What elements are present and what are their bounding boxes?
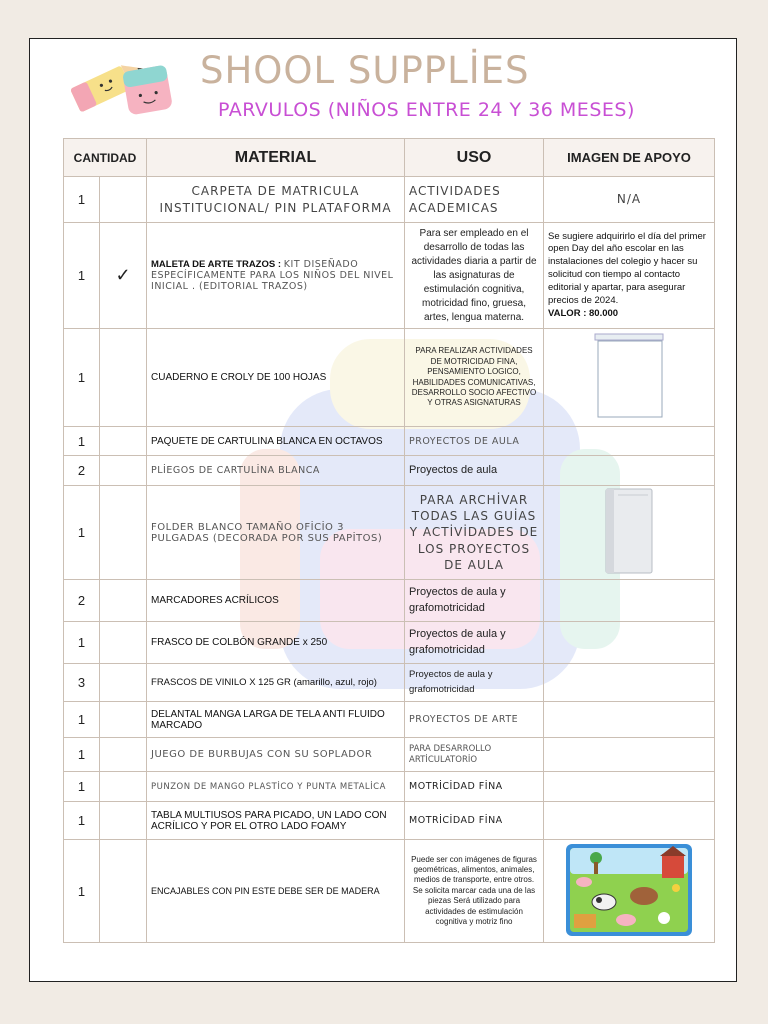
material-cell: FRASCO DE COLBÓN GRANDE x 250 [147,622,405,664]
quantity-cell: 1 [64,702,100,738]
uso-text: PROYECTOS DE ARTE [409,714,519,725]
uso-text: PROYECTOS DE AULA [409,435,520,447]
material-cell [147,772,405,802]
material-cell: DELANTAL MANGA LARGA DE TELA ANTI FLUIDO MARCADO [147,702,405,738]
farm-puzzle-image [566,844,692,936]
quantity-cell: 2 [64,580,100,622]
material-cell [147,738,405,772]
apoyo-cell [544,664,715,702]
apoyo-cell [544,427,715,456]
quantity-cell: 2 [64,456,100,486]
check-cell [100,622,147,664]
quantity-cell: 1 [64,622,100,664]
material-cell: FRASCOS DE VINILO X 125 GR (amarillo, azul, rojo) [147,664,405,702]
material-cell [147,177,405,223]
school-supplies-sticker [54,47,204,137]
uso-cell [405,840,544,943]
uso-text: MOTRİCİDAD FİNA [409,781,503,792]
uso-text: MOTRİCİDAD FİNA [409,815,503,826]
uso-cell [405,456,544,486]
material-cell [147,486,405,580]
supplies-table [63,138,715,943]
check-cell [100,702,147,738]
check-cell [100,177,147,223]
material-text: CARPETA DE MATRICULA INSTITUCIONAL/ PIN PLATAFORMA [159,184,392,215]
material-cell [147,456,405,486]
check-cell [100,427,147,456]
apoyo-cell [544,486,715,580]
uso-text: PARA REALIZAR ACTIVIDADES DE MOTRICIDAD FINA, PENSAMIENTO LOGICO, HABILIDADES COMUNICATIVAS, DESARROLLO SOCIO AFECTIVO Y OTRAS ASIGNATURAS [411,346,537,408]
checkmark-icon: ✓ [115,265,131,285]
table-row [64,840,715,943]
apoyo-cell [544,177,715,223]
apoyo-cell [544,702,715,738]
apoyo-note: Se sugiere adquirirlo el día del primer open Day del año escolar en las instalaciones del colegio y hacer su solicitud con tiempo al contacto editorial y apartar, para asegurar precios de 2024. [548,230,706,306]
table-row [64,580,715,622]
material-cell: PAQUETE DE CARTULINA BLANCA EN OCTAVOS [147,427,405,456]
material-text: FOLDER BLANCO TAMAÑO OFİCİO 3 PULGADAS (DECORADA POR SUS PAPİTOS) [151,521,383,544]
uso-text: Proyectos de aula y grafomotricidad [409,627,506,656]
table-row [64,486,715,580]
uso-cell [405,702,544,738]
material-cell [147,223,405,329]
table-row [64,622,715,664]
apoyo-cell [544,456,715,486]
uso-cell [405,738,544,772]
table-row [64,738,715,772]
apoyo-price: VALOR : 80.000 [548,307,619,319]
uso-cell [405,223,544,329]
uso-text: Proyectos de aula y grafomotricidad [409,585,506,614]
uso-cell [405,622,544,664]
uso-cell [405,486,544,580]
material-cell: CUADERNO E CROLY DE 100 HOJAS [147,329,405,427]
uso-cell [405,580,544,622]
quantity-cell: 1 [64,223,100,329]
header-material: MATERIAL [147,139,405,177]
header-uso: USO [405,139,544,177]
uso-text: ACTIVIDADES ACADEMICAS [409,184,501,215]
quantity-cell: 1 [64,772,100,802]
material-cell: TABLA MULTIUSOS PARA PICADO, UN LADO CON ACRÍLICO Y POR EL OTRO LADO FOAMY [147,802,405,840]
uso-cell [405,427,544,456]
page-title: SHOOL SUPPLİES [200,49,530,92]
quantity-cell: 1 [64,486,100,580]
check-cell [100,329,147,427]
apoyo-cell [544,329,715,427]
table-row [64,223,715,329]
apoyo-cell [544,840,715,943]
quantity-cell: 1 [64,427,100,456]
material-cell: ENCAJABLES CON PIN ESTE DEBE SER DE MADERA [147,840,405,943]
check-cell [100,456,147,486]
document-page [29,38,737,982]
header-imagen-apoyo: IMAGEN DE APOYO [544,139,715,177]
material-text: PUNZON DE MANGO PLASTİCO Y PUNTA METALİCA [151,782,386,792]
apoyo-cell [544,738,715,772]
uso-cell [405,177,544,223]
uso-cell [405,772,544,802]
material-text: JUEGO DE BURBUJAS CON SU SOPLADOR [151,749,373,760]
quantity-cell: 3 [64,664,100,702]
apoyo-cell [544,802,715,840]
binder-image [604,487,654,575]
apoyo-cell [544,580,715,622]
page-subtitle: PARVULOS (NIÑOS ENTRE 24 Y 36 MESES) [218,99,635,121]
apoyo-cell [544,223,715,329]
uso-text: Puede ser con imágenes de figuras geométricas, alimentos, animales, medios de transporte, entre otros. Se solicita marcar cada una de las piezas Será utilizado para actividades de estimulación cognitiva y motriz fino [411,854,537,926]
table-header-row [64,139,715,177]
material-text: KIT DISEÑADO ESPECÍFICAMENTE PARA LOS NIÑOS DEL NIVEL INICIAL . (EDITORIAL TRAZOS) [151,259,394,292]
quantity-cell: 1 [64,329,100,427]
material-cell: MARCADORES ACRÍLICOS [147,580,405,622]
check-cell [100,580,147,622]
uso-text: Para ser empleado en el desarrollo de todas las actividades diaria a partir de las asignaturas de estimulación cognitiva, motricidad fino, gruesa, artes, lengua materna. [411,227,537,323]
check-cell [100,840,147,943]
material-bold-text: MALETA DE ARTE TRAZOS : [151,259,282,270]
check-cell [100,738,147,772]
apoyo-cell [544,772,715,802]
uso-cell [405,329,544,427]
uso-text: PARA ARCHİVAR TODAS LAS GUİAS Y ACTİVİDADES DE LOS PROYECTOS DE AULA [409,493,539,572]
quantity-cell: 1 [64,840,100,943]
table-row [64,456,715,486]
check-cell [100,802,147,840]
material-text: PLİEGOS DE CARTULİNA BLANCA [151,465,320,476]
quantity-cell: 1 [64,802,100,840]
table-row [64,802,715,840]
table-row [64,427,715,456]
apoyo-cell [544,622,715,664]
header-cantidad: CANTIDAD [64,139,147,177]
quantity-cell: 1 [64,738,100,772]
table-row [64,772,715,802]
check-cell [100,772,147,802]
check-cell [100,223,147,329]
table-row [64,177,715,223]
check-cell [100,664,147,702]
check-cell [100,486,147,580]
uso-cell [405,802,544,840]
uso-cell [405,664,544,702]
quantity-cell: 1 [64,177,100,223]
table-row [64,664,715,702]
table-row [64,702,715,738]
table-row [64,329,715,427]
uso-text: Proyectos de aula y grafomotricidad [409,669,493,695]
uso-text: Proyectos de aula [409,463,498,476]
uso-text: PARA DESARROLLO ARTİCULATORİO [409,743,492,765]
notebook-image [594,333,664,419]
apoyo-text: N/A [616,192,642,207]
